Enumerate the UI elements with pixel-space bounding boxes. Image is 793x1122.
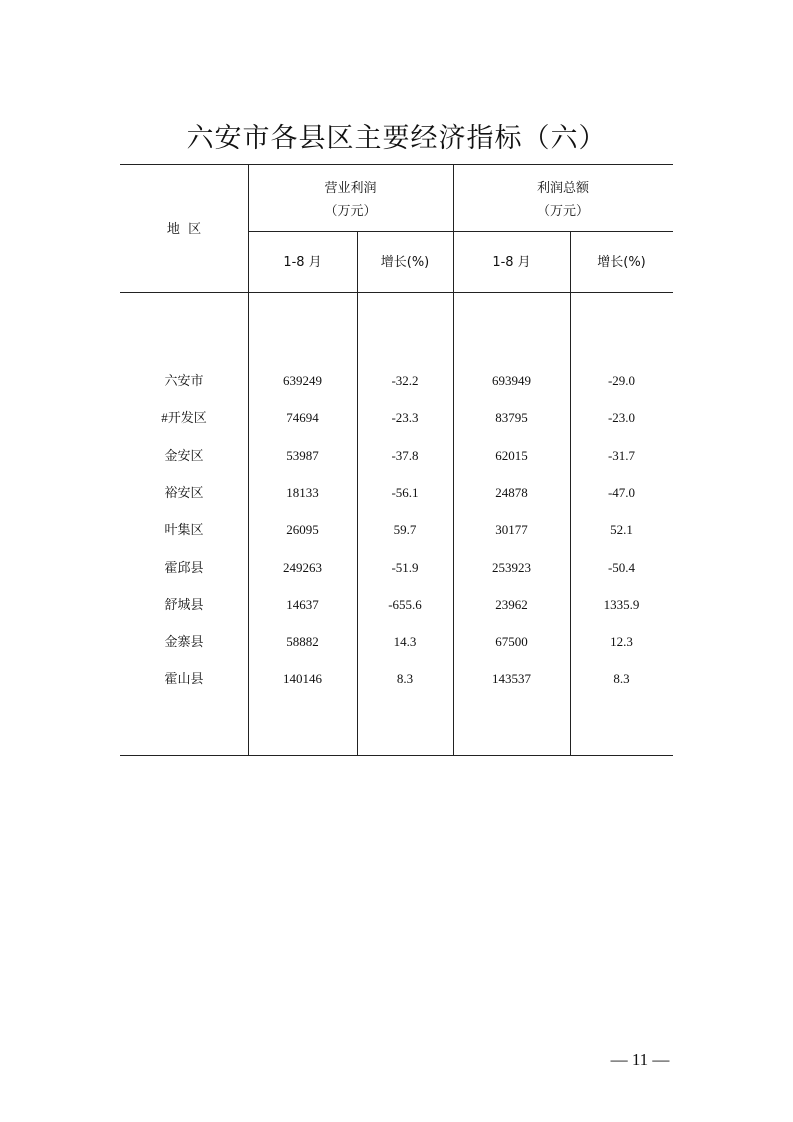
cell-op-profit-value: 249263: [283, 559, 322, 575]
cell-total-profit-value: 143537: [492, 671, 531, 687]
cell-op-profit-value: 140146: [283, 671, 322, 687]
cell-total-profit-growth: -23.0: [607, 410, 636, 426]
cell-region: #开发区: [161, 410, 207, 426]
group-header-total-profit: 利润总额: [536, 181, 589, 196]
cell-total-profit-growth: 12.3: [610, 634, 633, 650]
cell-total-profit-value: 83795: [495, 410, 528, 426]
cell-op-profit-value: 26095: [286, 522, 319, 538]
cell-region: 舒城县: [164, 596, 204, 612]
cell-total-profit-value: 30177: [495, 522, 528, 538]
cell-total-profit-value: 23962: [495, 596, 528, 612]
cell-region: 金安区: [164, 447, 204, 463]
cell-total-profit-growth: -47.0: [607, 484, 636, 500]
cell-total-profit-value: 24878: [495, 484, 528, 500]
cell-op-profit-value: 53987: [286, 447, 319, 463]
cell-op-profit-growth: 59.7: [393, 522, 417, 538]
cell-total-profit-growth: -31.7: [607, 447, 636, 463]
cell-op-profit-growth: -23.3: [391, 410, 419, 426]
cell-region: 金寨县: [164, 634, 204, 650]
subheader-period-1: 1-8 月: [283, 255, 322, 270]
cell-total-profit-growth: 52.1: [610, 522, 633, 538]
subheader-growth-1: 增长(%): [380, 255, 430, 270]
group-unit-total-profit: （万元）: [536, 204, 589, 219]
cell-region: 霍山县: [164, 671, 204, 687]
region-header: 地 区: [166, 222, 202, 237]
cell-op-profit-value: 18133: [286, 484, 319, 500]
cell-op-profit-growth: 8.3: [396, 671, 414, 687]
cell-region: 裕安区: [164, 484, 204, 500]
cell-total-profit-growth: 8.3: [613, 671, 630, 687]
cell-total-profit-growth: -29.0: [607, 373, 636, 388]
group-header-operating-profit: 营业利润: [324, 181, 377, 196]
cell-op-profit-growth: -37.8: [391, 447, 419, 463]
cell-op-profit-value: 14637: [286, 596, 319, 612]
group-unit-operating-profit: （万元）: [324, 204, 377, 219]
cell-op-profit-growth: -56.1: [391, 484, 419, 500]
cell-op-profit-value: 58882: [286, 634, 319, 650]
cell-total-profit-value: 253923: [492, 559, 531, 575]
cell-total-profit-value: 62015: [495, 447, 528, 463]
cell-region: 霍邱县: [164, 559, 204, 575]
table-bottom-rule: [120, 755, 673, 756]
cell-total-profit-value: 693949: [492, 373, 531, 388]
cell-op-profit-value: 639249: [283, 373, 322, 388]
subheader-growth-2: 增长(%): [597, 255, 646, 270]
cell-total-profit-growth: 1335.9: [603, 596, 640, 612]
header-bottom-rule: [120, 292, 673, 293]
page-title: 六安市各县区主要经济指标（六）: [186, 123, 607, 154]
table-top-rule: [120, 164, 673, 165]
cell-op-profit-value: 74694: [286, 410, 319, 426]
subheader-period-2: 1-8 月: [492, 255, 531, 270]
cell-total-profit-value: 67500: [495, 634, 528, 650]
cell-total-profit-growth: -50.4: [607, 559, 636, 575]
cell-op-profit-growth: -51.9: [391, 559, 419, 575]
cell-op-profit-growth: -32.2: [391, 373, 419, 388]
group-header-rule: [248, 231, 673, 232]
cell-region: 六安市: [164, 373, 204, 388]
page-number: — 11 —: [610, 1050, 670, 1069]
cell-region: 叶集区: [164, 522, 204, 538]
cell-op-profit-growth: 14.3: [393, 634, 417, 650]
cell-op-profit-growth: -655.6: [388, 596, 422, 612]
